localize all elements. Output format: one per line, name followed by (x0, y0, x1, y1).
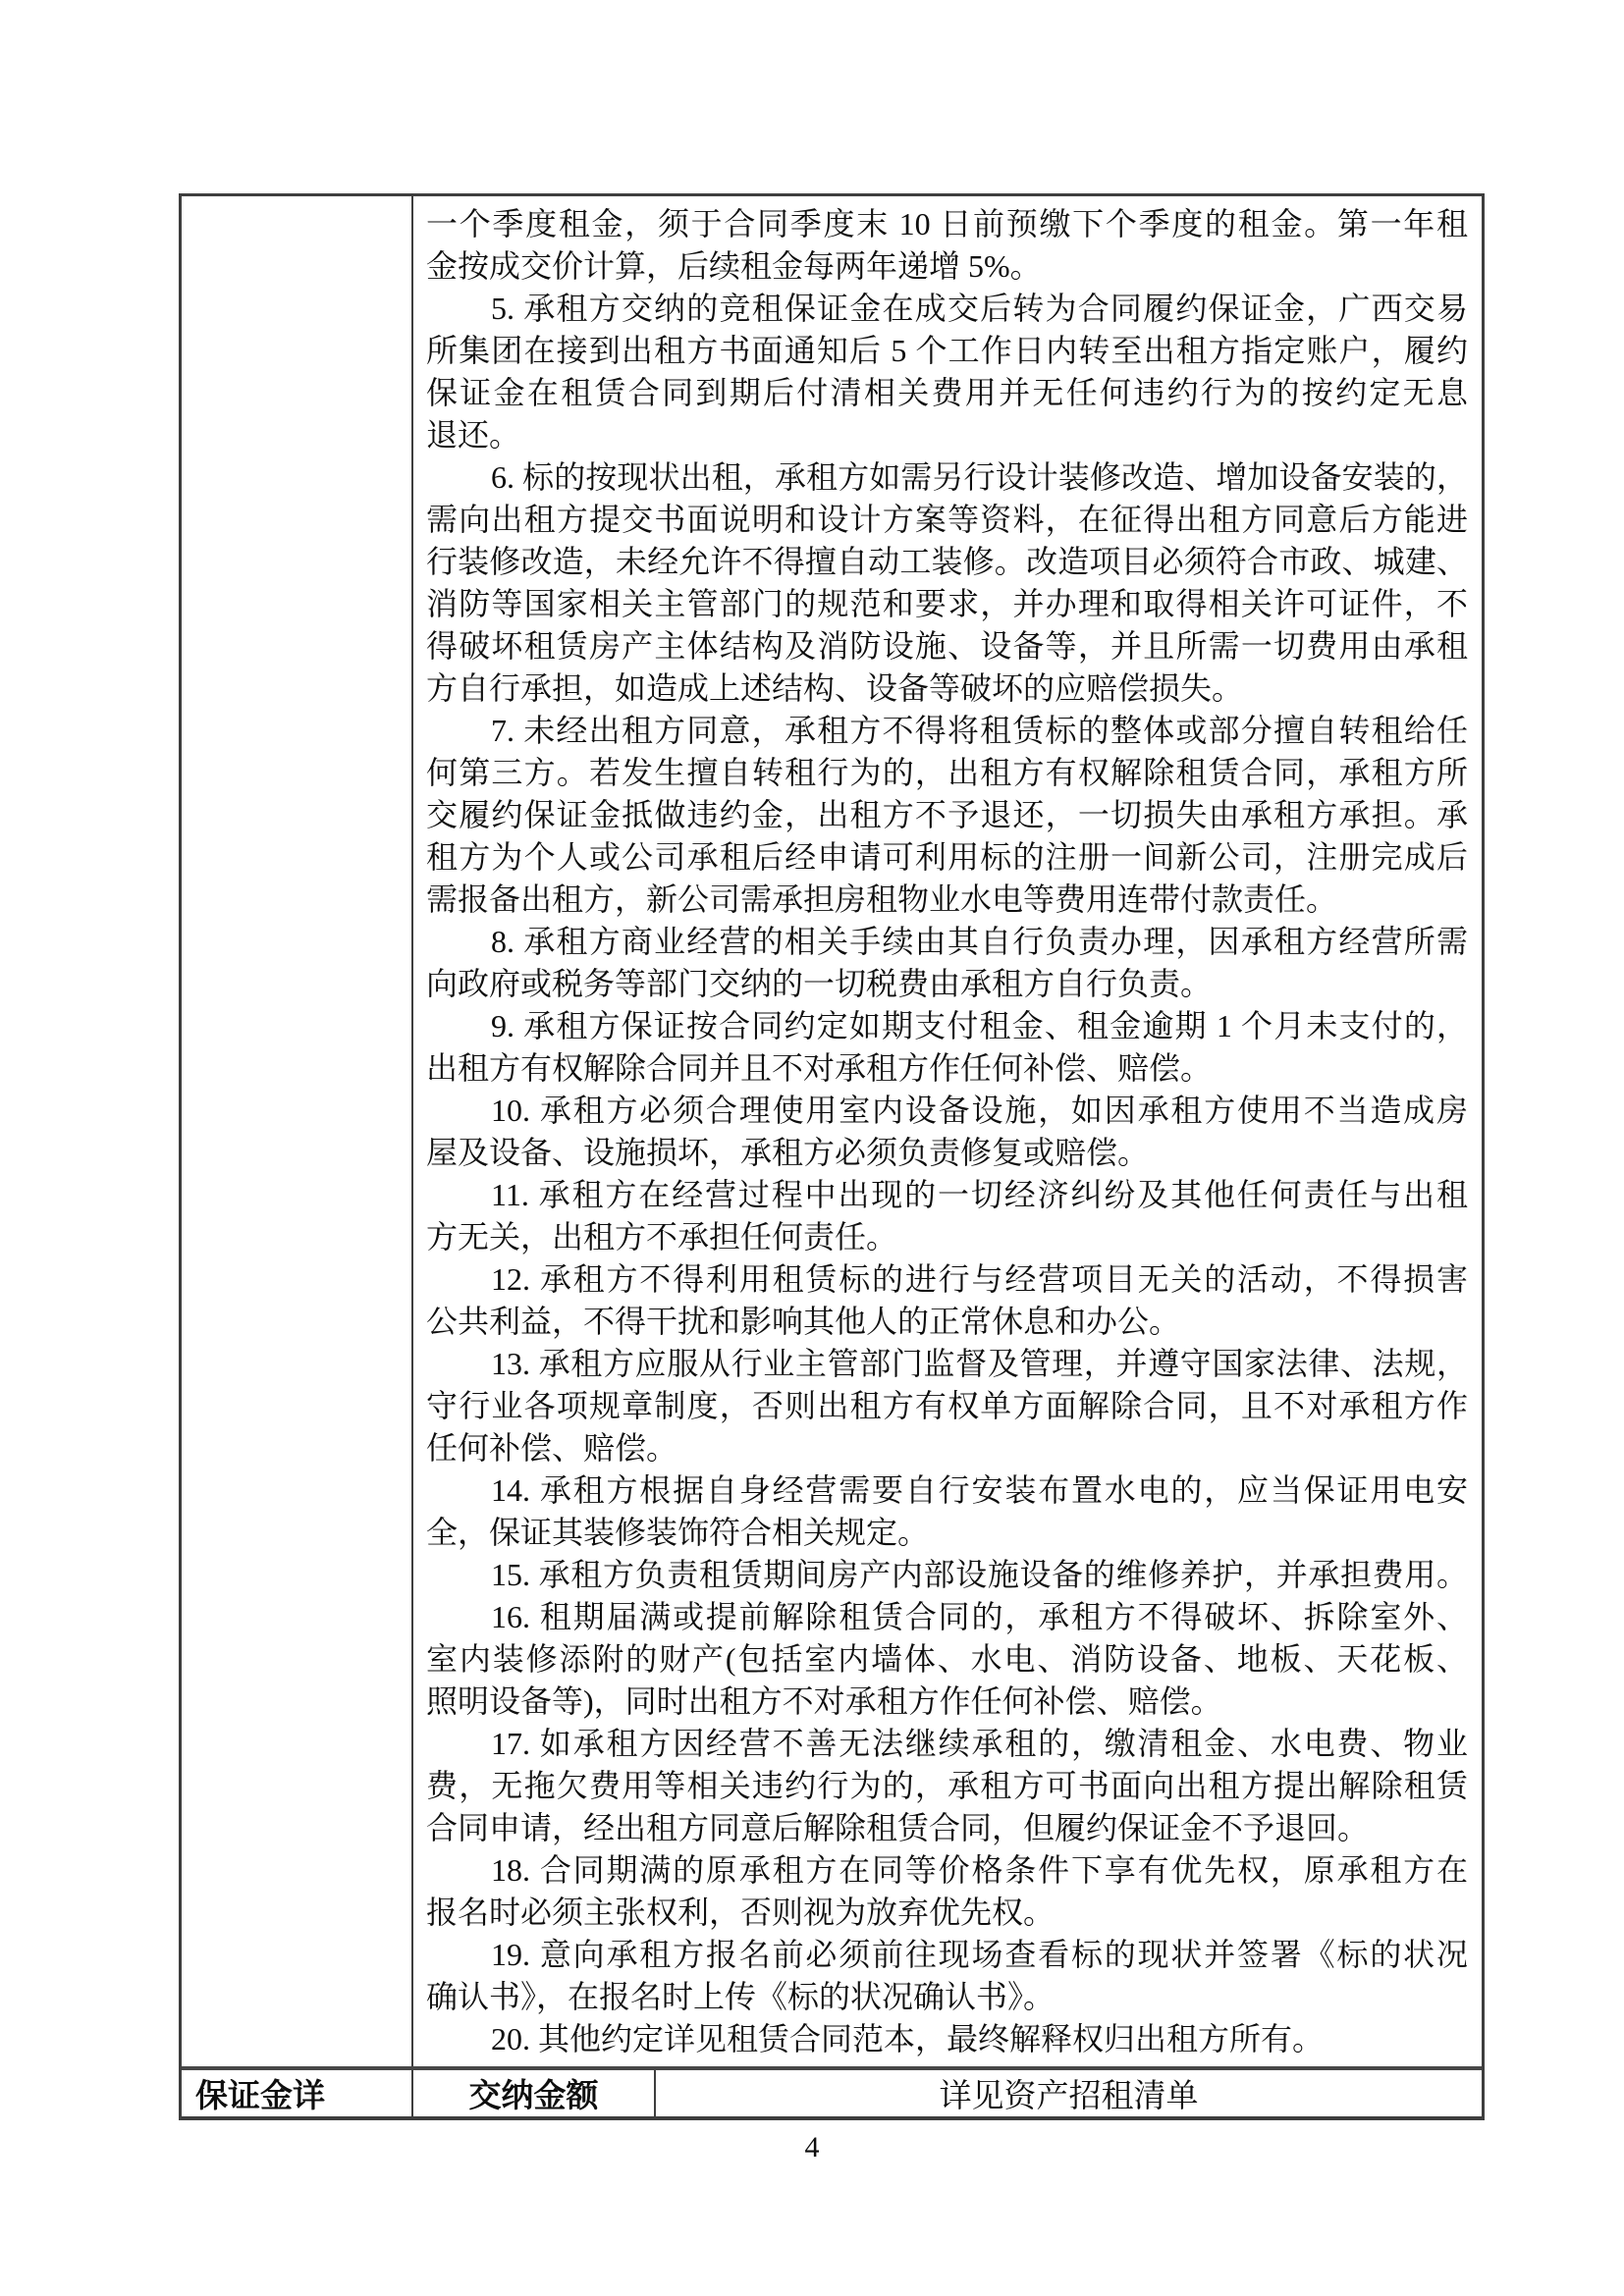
page-number: 4 (804, 2131, 820, 2163)
contract-clause-line: 交履约保证金抵做违约金，出租方不予退还，一切损失由承租方承担。承 (426, 797, 1468, 832)
contract-clause-line: 任何补偿、赔偿。 (426, 1430, 678, 1466)
contract-clause-line: 行装修改造，未经允许不得擅自动工装修。改造项目必须符合市政、城建、 (426, 544, 1468, 579)
terms-row-label-cell (182, 196, 413, 2066)
contract-clause-line: 金按成交价计算，后续租金每两年递增 5%。 (426, 248, 1042, 284)
contract-clause-line: 13. 承租方应服从行业主管部门监督及管理，并遵守国家法律、法规， (491, 1346, 1468, 1381)
contract-clause-line: 室内装修添附的财产(包括室内墙体、水电、消防设备、地板、天花板、 (426, 1641, 1468, 1677)
contract-clause-line: 屋及设备、设施损坏，承租方必须负责修复或赔偿。 (426, 1135, 1150, 1170)
contract-clause-line: 11. 承租方在经营过程中出现的一切经济纠纷及其他任何责任与出租 (491, 1177, 1468, 1212)
contract-clause-line: 向政府或税务等部门交纳的一切税费由承租方自行负责。 (426, 966, 1213, 1001)
contract-clause-line: 14. 承租方根据自身经营需要自行安装布置水电的，应当保证用电安 (491, 1472, 1468, 1508)
deposit-amount-value: 详见资产招租清单 (939, 2079, 1199, 2114)
contract-clause-line: 12. 承租方不得利用租赁标的进行与经营项目无关的活动，不得损害 (491, 1261, 1468, 1297)
contract-clause-line: 方自行承担，如造成上述结构、设备等破坏的应赔偿损失。 (426, 670, 1244, 706)
contract-clause-line: 8. 承租方商业经营的相关手续由其自行负责办理，因承租方经营所需 (491, 924, 1468, 959)
contract-clause-line: 18. 合同期满的原承租方在同等价格条件下享有优先权，原承租方在 (491, 1852, 1468, 1888)
contract-clause-line: 所集团在接到出租方书面通知后 5 个工作日内转至出租方指定账户，履约 (426, 333, 1468, 368)
contract-clause-line: 退还。 (426, 417, 521, 453)
contract-clause-line: 公共利益，不得干扰和影响其他人的正常休息和办公。 (426, 1304, 1181, 1339)
contract-clause-line: 17. 如承租方因经营不善无法继续承租的，缴清租金、水电费、物业 (491, 1726, 1468, 1761)
contract-clause-line: 费，无拖欠费用等相关违约行为的，承租方可书面向出租方提出解除租赁 (426, 1768, 1468, 1803)
contract-clause-line: 出租方有权解除合同并且不对承租方作任何补偿、赔偿。 (426, 1050, 1213, 1086)
contract-clause-line: 租方为个人或公司承租后经申请可利用标的注册一间新公司，注册完成后 (426, 839, 1468, 875)
contract-clause-line: 报名时必须主张权利，否则视为放弃优先权。 (426, 1895, 1056, 1930)
contract-clause-line: 方无关，出租方不承担任何责任。 (426, 1219, 898, 1255)
contract-clause-line: 16. 租期届满或提前解除租赁合同的，承租方不得破坏、拆除室外、 (491, 1599, 1468, 1634)
contract-clause-line: 何第三方。若发生擅自转租行为的，出租方有权解除租赁合同，承租方所 (426, 755, 1468, 790)
contract-clause-line: 消防等国家相关主管部门的规范和要求，并办理和取得相关许可证件，不 (426, 586, 1468, 621)
contract-terms-table (179, 193, 1485, 2120)
terms-content-cell (413, 196, 1482, 2066)
contract-clause-line: 照明设备等)，同时出租方不对承租方作任何补偿、赔偿。 (426, 1683, 1222, 1719)
contract-clause-line: 10. 承租方必须合理使用室内设备设施，如因承租方使用不当造成房 (491, 1093, 1468, 1128)
contract-clause-line: 5. 承租方交纳的竞租保证金在成交后转为合同履约保证金，广西交易 (491, 291, 1468, 326)
contract-clause-line: 6. 标的按现状出租，承租方如需另行设计装修改造、增加设备安装的， (491, 459, 1468, 495)
contract-clause-line: 9. 承租方保证按合同约定如期支付租金、租金逾期 1 个月未支付的， (491, 1008, 1468, 1043)
contract-clause-line: 19. 意向承租方报名前必须前往现场查看标的现状并签署《标的状况 (491, 1937, 1468, 1972)
contract-clause-line: 7. 未经出租方同意，承租方不得将租赁标的整体或部分擅自转租给任 (491, 713, 1468, 748)
contract-clause-line: 守行业各项规章制度，否则出租方有权单方面解除合同，且不对承租方作 (426, 1388, 1468, 1423)
contract-clause-line: 需向出租方提交书面说明和设计方案等资料，在征得出租方同意后方能进 (426, 502, 1468, 537)
contract-clause-line: 保证金在租赁合同到期后付清相关费用并无任何违约行为的按约定无息 (426, 375, 1468, 410)
deposit-amount-header: 交纳金额 (413, 2070, 656, 2116)
contract-clause-line: 需报备出租方，新公司需承担房租物业水电等费用连带付款责任。 (426, 881, 1338, 917)
contract-clause-line: 全，保证其装修装饰符合相关规定。 (426, 1515, 930, 1550)
terms-row (182, 196, 1482, 2066)
contract-clause-line: 20. 其他约定详见租赁合同范本，最终解释权归出租方所有。 (491, 2021, 1325, 2056)
contract-clause-line: 一个季度租金，须于合同季度末 10 日前预缴下个季度的租金。第一年租 (426, 206, 1468, 241)
deposit-row-header: 保证金详 (182, 2070, 413, 2116)
deposit-row (182, 2066, 1482, 2116)
contract-clause-line: 15. 承租方负责租赁期间房产内部设施设备的维修养护，并承担费用。 (491, 1557, 1468, 1592)
contract-clause-line: 确认书》，在报名时上传《标的状况确认书》。 (426, 1979, 1056, 2014)
contract-clause-line: 合同申请，经出租方同意后解除租赁合同，但履约保证金不予退回。 (426, 1810, 1370, 1845)
contract-clause-line: 得破坏租赁房产主体结构及消防设施、设备等，并且所需一切费用由承租 (426, 628, 1468, 664)
